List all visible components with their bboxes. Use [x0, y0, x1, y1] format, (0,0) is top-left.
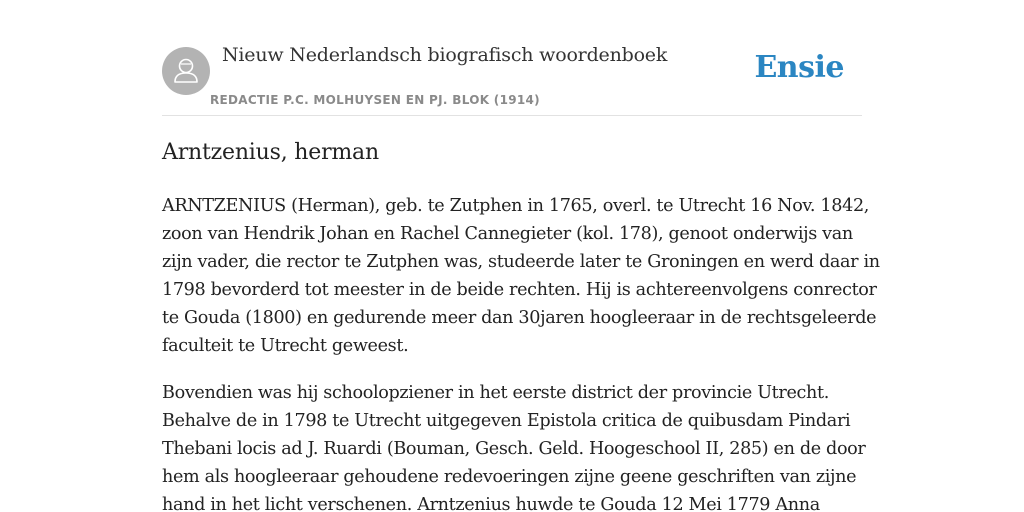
text-line: zijn vader, die rector te Zutphen was, studeerde later te Groningen en werd daar in — [162, 252, 880, 272]
ensie-logo[interactable]: Ensie — [754, 50, 844, 85]
source-author: REDACTIE P.C. MOLHUYSEN EN PJ. BLOK (1914) — [210, 93, 540, 107]
text-line: Bovendien was hij schoolopziener in het eerste district der provincie Utrecht. — [162, 383, 829, 403]
source-title[interactable]: Nieuw Nederlandsch biografisch woordenboek — [222, 44, 668, 66]
text-line: Behalve de in 1798 te Utrecht uitgegeven Epistola critica de quibusdam Pindari — [162, 411, 851, 431]
text-line: Thebani locis ad J. Ruardi (Bouman, Gesch. Geld. Hoogeschool II, 285) en de door — [162, 439, 866, 459]
user-icon[interactable] — [162, 47, 210, 95]
text-line: hem als hoogleeraar gehoudene redevoeringen zijne geene geschriften van zijne — [162, 467, 857, 487]
text-line: te Gouda (1800) en gedurende meer dan 30jaren hoogleeraar in de rechtsgeleerde — [162, 308, 877, 328]
text-line: hand in het licht verschenen. Arntzenius huwde te Gouda 12 Mei 1779 Anna — [162, 495, 820, 512]
text-line: 1798 bevorderd tot meester in de beide rechten. Hij is achtereenvolgens conrector — [162, 280, 877, 300]
page-container — [162, 0, 880, 512]
source-header — [162, 0, 862, 116]
entry-title: Arntzenius, herman — [162, 140, 379, 165]
text-line: faculteit te Utrecht geweest. — [162, 336, 409, 356]
text-line: ARNTZENIUS (Herman), geb. te Zutphen in 1765, overl. te Utrecht 16 Nov. 1842, — [162, 196, 870, 216]
entry-body — [162, 192, 880, 512]
user-icon-graphic — [162, 47, 210, 95]
text-line: zoon van Hendrik Johan en Rachel Cannegieter (kol. 178), genoot onderwijs van — [162, 224, 853, 244]
paragraph — [162, 192, 880, 360]
paragraph — [162, 379, 866, 512]
